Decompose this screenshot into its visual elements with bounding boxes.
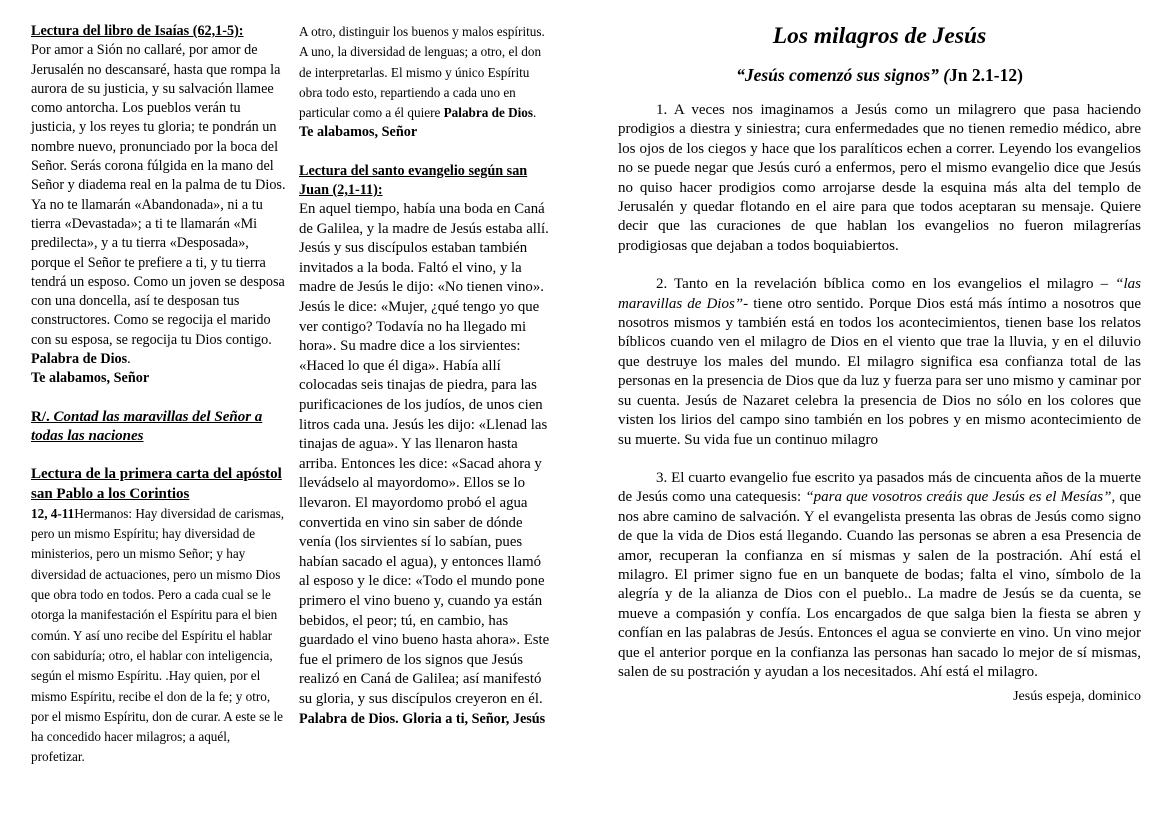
response-2: Te alabamos, Señor xyxy=(299,124,418,141)
corintios-closing: Palabra de Dios xyxy=(443,105,534,121)
subtitle-open: ( xyxy=(938,65,950,85)
p2-start: 2. Tanto en la revelación bíblica como en los evangelios el milagro – xyxy=(656,276,1109,293)
psalm-prefix: R/. xyxy=(31,408,54,425)
page-subtitle xyxy=(618,64,1141,86)
subtitle-italic: “Jesús comenzó sus signos” xyxy=(736,65,939,85)
isaias-heading: Lectura del libro de Isaías (62,1-5): xyxy=(31,23,244,39)
p3-italic: “para que vosotros creáis que Jesús es el Mesías” xyxy=(805,489,1112,506)
paragraph-2 xyxy=(618,275,1141,450)
left-column xyxy=(31,22,286,768)
isaias-closing: Palabra de Dios xyxy=(31,351,128,368)
corintios-continuation xyxy=(299,22,551,123)
isaias-text: Por amor a Sión no callaré, por amor de Jerusalén no descansaré, hasta que rompa la aurora de su justicia, y su salvación llamee como antorcha. Los pueblos verán tu justicia, y los reyes tu gloria; te pondrán un nombre nuevo, pronunciado por la boca del Señor. Serás corona fúlgida en la mano del Señor y diadema real en la palma de tu Dios. Ya no te llamarán «Abandonada», ni a tu tierra «Devastada»; a ti te llamarán «Mi predilecta», y a tu tierra «Desposada», porque el Señor te prefiere a ti, y tu tierra tendrá un esposo. Como un joven se desposa con una doncella, así te desposan tus constructores. Como se regocija el marido con su esposa, se regocija tu Dios contigo. xyxy=(31,42,286,348)
juan-reading xyxy=(299,200,551,729)
p3-start: 3. El cuarto evangelio fue escrito ya pasados más de cincuenta años de la muerte de Jesús como una catequesis: xyxy=(618,469,1141,506)
psalm-response xyxy=(31,408,286,447)
juan-heading: Lectura del santo evangelio según san Juan (2,1-11): xyxy=(299,162,528,198)
juan-closing: Palabra de Dios. Gloria a ti, Señor, Jesús xyxy=(299,710,546,727)
subtitle-ref: Jn 2.1-12) xyxy=(949,65,1023,85)
p2-rest: - tiene otro sentido. Porque Dios está más íntimo a nosotros que nosotros mismos y también está en todos los acontecimientos, tienen base los relatos bíblicos cuando ven el milagro de Dios en el viento que trae la lluvia, y en el diluvio que destruye los males del mundo. El milagro significa esa confianza total de las personas en la presencia de Dios que da luz y fuerza para ser uno mismo y caminar por su cuenta. Jesús de Nazaret celebra la presencia de Dios no sólo en los colores que visten los lirios del campo sino también en los pobres y en mismo acontecimiento de su muerte. Su vida fue un continuo milagro xyxy=(618,295,1141,448)
corintios-cont-text: A otro, distinguir los buenos y malos espíritus. A uno, la diversidad de lenguas; a otro, el don de interpretarlas. El mismo y único Espíritu obra todo esto, repartiendo a cada uno en particular como a él quiere xyxy=(299,24,545,121)
corintios-ref: 12, 4-11 xyxy=(31,505,75,521)
corintios-closing-punct: . xyxy=(533,105,537,121)
right-column xyxy=(618,22,1141,707)
corintios-heading: Lectura de la primera carta del apóstol san Pablo a los Corintios xyxy=(31,466,282,502)
paragraph-1: 1. A veces nos imaginamos a Jesús como un milagrero que pasa haciendo prodigios a diestra y siniestra; cura enfermedades que no tienen remedio médico, abre los ojos de los ciegos y hace que los paralíticos echen a correr. Leyendo los evangelios no se puede negar que Jesús curó a enfermos, pero el mismo evangelio dice que Jesús no quiso hacer prodigios como arrojarse desde la esquina más alta del templo de Jerusalén y quedar flotando en el aire para que todos aceptaran su mensaje. Quiere decir que las curaciones de que hablan los evangelios no fueron milagrerías prodigiosas que dejaban a todos boquiabiertos. xyxy=(618,102,1141,254)
corintios-text: Hermanos: Hay diversidad de carismas, pero un mismo Espíritu; hay diversidad de ministerios, pero un mismo Señor; y hay diversidad de actuaciones, pero un mismo Dios que obra todo en todos. Pero a cada cual se le otorga la manifestación el Espíritu para el bien común. Y así uno recibe del Espíritu el hablar con sabiduría; otro, el hablar con inteligencia, según el mismo Espíritu. .Hay quien, por el mismo Espíritu, recibe el don de la fe; y otro, por el mismo Espíritu, don de curar. A este se le ha concedido hacer milagros; a aquél, profetizar. xyxy=(31,505,285,765)
response-1: Te alabamos, Señor xyxy=(31,370,150,387)
p3-rest: , que nos abre camino de salvación. Y el evangelista presenta las obras de Jesús como signo de que la vida de Dios está llegando. Cuando las personas se abren a esa Presencia de amor, recuperan la confianza en sí mismas y salen de la postración. Ahí está el milagro. El primer signo fue en un banquete de bodas; falta el vino, símbolo de la alegría y de la alianza de Dios con el pueblo.. La madre de Jesús se da cuenta, se mueve a compasión y confía. Los encargados de que salga bien la fiesta se abren y confían en las palabras de Jesús. Entonces el agua se convierte en vino. Un vino mejor que el anterior porque en la confianza las personas han sacado lo mejor de sí mismas, salen de su postración y ayudan a los necesitados. Ahí está el milagro. xyxy=(618,489,1141,680)
isaias-reading xyxy=(31,41,286,369)
psalm-text: Contad las maravillas del Señor a todas las naciones xyxy=(31,408,263,444)
corintios-reading xyxy=(31,504,286,768)
juan-text: En aquel tiempo, había una boda en Caná de Galilea, y la madre de Jesús estaba allí. Jesús y sus discípulos estaban también invitados a la boda. Faltó el vino, y la madre de Jesús le dijo: «No tienen vino». Jesús le dice: «Mujer, ¿qué tengo yo que ver contigo? Todavía no ha llegado mi hora». Su madre dice a los sirvientes: «Haced lo que él diga». Había allí colocadas seis tinajas de piedra, para las purificaciones de los judíos, de unos cien litros cada una. Jesús les dijo: «Llenad las tinajas de agua». Y las llenaron hasta arriba. Entonces les dice: «Sacad ahora y llevádselo al mayordomo». Ellos se lo llevaron. El mayordomo probó el agua convertida en vino sin saber de dónde venía (los sirvientes sí lo sabían, pues habían sacado el agua), y entonces llamó al esposo y le dice: «Todo el mundo pone primero el vino bueno y, cuando ya están bebidos, el peor; tú, en cambio, has guardado el vino bueno hasta ahora». Este fue el primero de los signos que Jesús realizó en Caná de Galilea; así manifestó su gloria, y sus discípulos creyeron en él. xyxy=(299,201,550,707)
p2-italic: “las maravillas de Dios” xyxy=(618,276,1142,312)
signature: Jesús espeja, dominico xyxy=(1013,689,1141,705)
middle-column xyxy=(299,22,551,729)
paragraph-3 xyxy=(618,469,1141,682)
page-title: Los milagros de Jesús xyxy=(772,23,987,49)
isaias-closing-punct: . xyxy=(127,351,131,368)
